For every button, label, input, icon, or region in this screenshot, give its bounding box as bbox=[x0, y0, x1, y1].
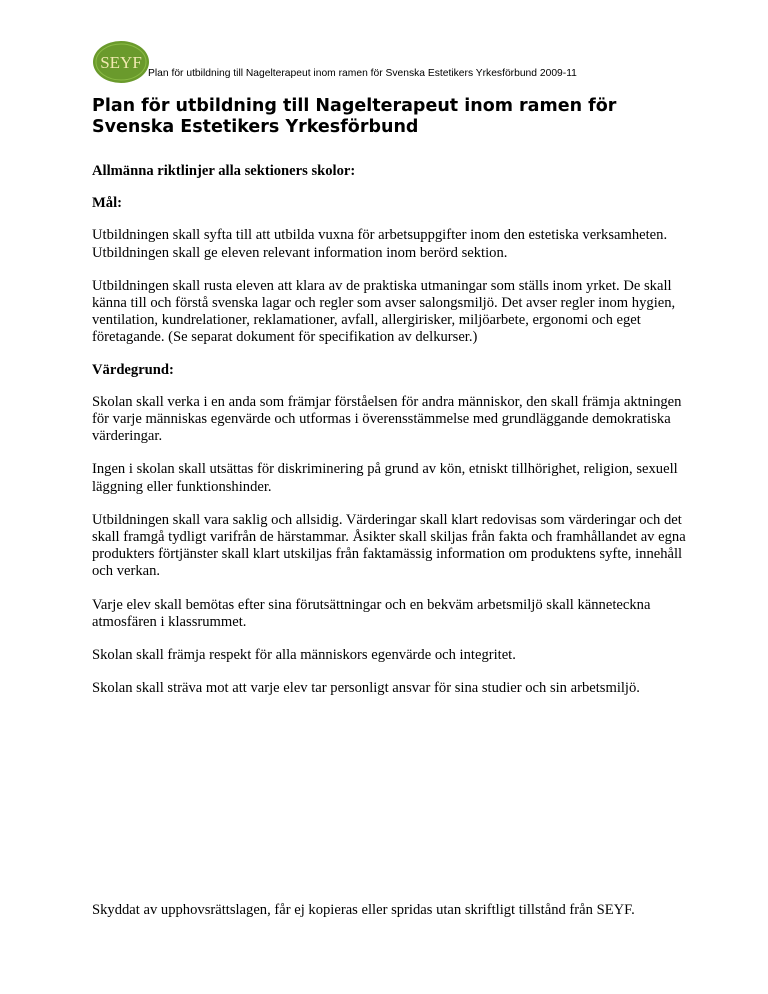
running-header: Plan för utbildning till Nagelterapeut inom ramen för Svenska Estetikers Yrkesförbund 2009-11 bbox=[148, 68, 577, 79]
title-line-2: Svenska Estetikers Yrkesförbund bbox=[92, 117, 419, 137]
goal-paragraph-1: Utbildningen skall syfta till att utbilda vuxna för arbetsuppgifter inom den estetiska verksamheten. Utbildningen skall ge eleven relevant information inom berörd sektion. bbox=[92, 227, 668, 261]
values-paragraph-6: Skolan skall sträva mot att varje elev tar personligt ansvar för sina studier och sin arbetsmiljö. bbox=[92, 680, 640, 697]
goal-heading: Mål: bbox=[92, 195, 122, 212]
general-guidelines-heading: Allmänna riktlinjer alla sektioners skolor: bbox=[92, 163, 356, 179]
logo-text: SEYF bbox=[100, 53, 142, 72]
values-paragraph-2: Ingen i skolan skall utsättas för diskriminering på grund av kön, etniskt tillhörighet, religion, sexuell läggning eller funktionshinder. bbox=[92, 461, 678, 495]
page-title bbox=[92, 96, 692, 138]
goal-paragraph-2: Utbildningen skall rusta eleven att klara av de praktiska utmaningar som ställs inom yrket. De skall känna till och förstå svenska lagar och regler som avser salongsmiljö. Det avser regler inom hygien, ventilation, kundrelationer, reklamationer, avfall, allergirisker, miljöarbete, ergonomi och eget företagande. (Se separat dokument för specifikation av delkurser.) bbox=[92, 277, 676, 346]
seyf-logo bbox=[92, 40, 150, 84]
title-line-1: Plan för utbildning till Nagelterapeut inom ramen för bbox=[92, 96, 617, 116]
document-body bbox=[92, 163, 692, 713]
values-heading: Värdegrund: bbox=[92, 361, 174, 378]
values-paragraph-4: Varje elev skall bemötas efter sina förutsättningar och en bekväm arbetsmiljö skall känneteckna atmosfären i klassrummet. bbox=[92, 596, 651, 630]
values-paragraph-3: Utbildningen skall vara saklig och allsidig. Värderingar skall klart redovisas som värderingar och det skall framgå tydligt varifrån de härstammar. Åsikter skall skiljas från fakta och framhållandet av egna produkters förtjänster skall klart utskiljas från faktamässig information om produktens syfte, innehåll och verkan. bbox=[92, 511, 686, 580]
values-paragraph-5: Skolan skall främja respekt för alla människors egenvärde och integritet. bbox=[92, 647, 516, 664]
values-paragraph-1: Skolan skall verka i en anda som främjar förståelsen för andra människor, den skall främja aktningen för varje människas egenvärde och utformas i överensstämmelse med grundläggande demokratiska värderingar. bbox=[92, 393, 682, 445]
copyright-footer: Skyddat av upphovsrättslagen, får ej kopieras eller spridas utan skriftligt tillstånd från SEYF. bbox=[92, 902, 635, 918]
